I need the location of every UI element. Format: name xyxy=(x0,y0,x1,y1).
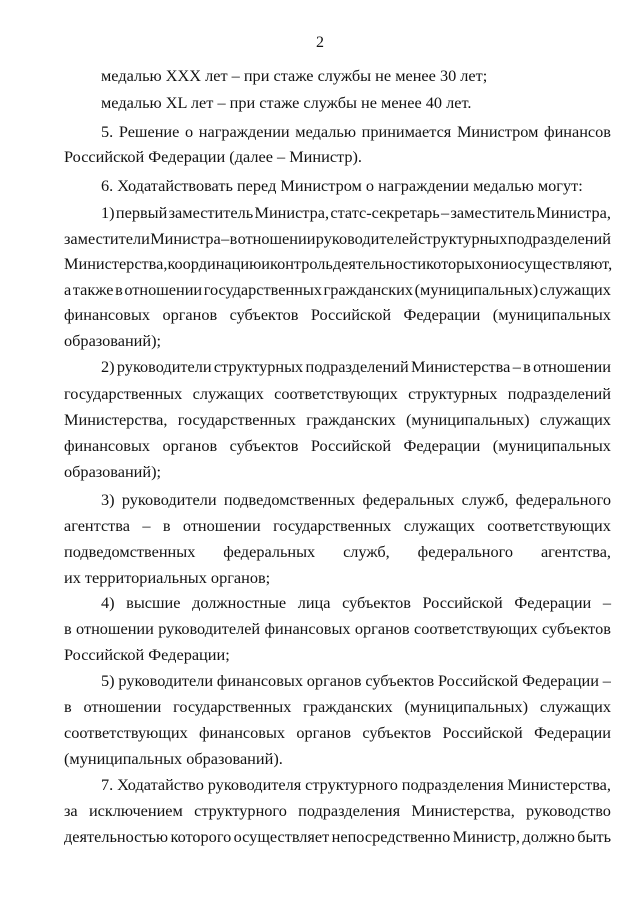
word: отношении xyxy=(76,619,154,638)
word: быть xyxy=(577,827,611,846)
word: в xyxy=(64,697,72,716)
word: служб, xyxy=(343,542,390,561)
word: за xyxy=(64,801,78,820)
word: субъектов xyxy=(362,723,432,742)
word: – xyxy=(602,593,611,612)
word: заместители xyxy=(64,229,150,248)
word: соответствующих xyxy=(274,384,398,403)
word: и xyxy=(261,254,270,273)
word: руководители xyxy=(121,490,217,509)
word: должно xyxy=(522,827,575,846)
word: органов xyxy=(162,436,218,455)
word: – xyxy=(441,203,450,222)
word: служащих xyxy=(192,384,264,403)
word: подразделения xyxy=(401,775,504,794)
word: заместитель xyxy=(168,203,254,222)
text-line: 6. Ходатайствовать перед Министром о награждении медалью могут: xyxy=(101,176,583,195)
word: соответствующих xyxy=(413,619,538,638)
word: Министерства, xyxy=(411,801,515,820)
word: структурных xyxy=(408,384,498,403)
text-line: их территориальных органов; xyxy=(64,568,271,587)
word: служащих xyxy=(539,697,611,716)
text-line xyxy=(64,410,611,430)
text-line xyxy=(101,357,611,377)
word: подразделений xyxy=(305,357,409,376)
word: которого xyxy=(170,827,232,846)
word: в xyxy=(115,280,123,299)
text-line xyxy=(101,122,611,142)
word: – xyxy=(221,229,230,248)
word: подразделений xyxy=(507,384,611,403)
text-line xyxy=(64,436,611,456)
word: соответствующих xyxy=(487,516,611,535)
word: финансовых xyxy=(264,619,351,638)
word: служащих xyxy=(539,410,611,429)
text-line: (муниципальных образований). xyxy=(64,749,283,768)
word: финансовых xyxy=(199,723,286,742)
word: финансовых xyxy=(64,436,151,455)
word: органов xyxy=(296,723,352,742)
text-line xyxy=(101,203,611,223)
text-line xyxy=(64,697,611,717)
word: осуществляют, xyxy=(508,254,613,273)
word: деятельности xyxy=(332,254,427,273)
word: служащих xyxy=(539,280,611,299)
word: (муниципальных) xyxy=(405,410,530,429)
word: 2) xyxy=(101,357,115,376)
text-line xyxy=(101,490,611,510)
word: отношении xyxy=(182,516,261,535)
word: 1) xyxy=(101,203,115,222)
word: органов xyxy=(354,619,410,638)
word: руководство xyxy=(526,801,611,820)
word: соответствующих xyxy=(64,723,188,742)
word: Федерации xyxy=(514,593,592,612)
word: финансовых xyxy=(64,305,151,324)
word: отношении xyxy=(83,697,162,716)
word: координацию xyxy=(167,254,262,273)
text-line: образований); xyxy=(64,331,162,350)
word: руководителя xyxy=(207,775,302,794)
word: государственных xyxy=(64,384,183,403)
word: о xyxy=(184,122,194,141)
word: высшие xyxy=(126,593,181,612)
word: – xyxy=(602,671,611,690)
word: Российской xyxy=(422,593,503,612)
word: а xyxy=(64,280,72,299)
word: непосредственно xyxy=(331,827,451,846)
word: федерального xyxy=(515,490,611,509)
word: заместитель xyxy=(450,203,536,222)
word: отношении xyxy=(124,280,203,299)
word: подведомственных xyxy=(64,542,196,561)
text-line: образований); xyxy=(64,462,162,481)
word: Министерства, xyxy=(507,775,611,794)
word: Российской xyxy=(442,723,523,742)
text-line xyxy=(64,305,611,325)
text-line xyxy=(64,280,611,300)
word: 7. xyxy=(101,775,114,794)
word: контроль xyxy=(269,254,333,273)
word: в xyxy=(162,516,171,535)
word: (муниципальных xyxy=(492,436,611,455)
text-line: медалью XL лет – при стаже службы не менее 40 лет. xyxy=(101,93,472,112)
word: государственных xyxy=(273,516,392,535)
word: Федерации xyxy=(522,671,599,690)
word: Федерации xyxy=(534,723,611,742)
word: Российской xyxy=(310,305,392,324)
word: структурного xyxy=(194,801,287,820)
word: служб, xyxy=(461,490,509,509)
word: (муниципальных) xyxy=(414,280,539,299)
word: Министра, xyxy=(254,203,330,222)
word: федеральных xyxy=(223,542,316,561)
word: принимается xyxy=(361,122,452,141)
word: 4) xyxy=(101,593,115,612)
word: государственных xyxy=(203,280,322,299)
word: Министра, xyxy=(536,203,611,222)
word: государственных xyxy=(173,697,292,716)
word: руководители xyxy=(118,671,214,690)
word: они xyxy=(483,254,509,273)
text-line xyxy=(64,254,611,274)
word: Федерации xyxy=(403,436,481,455)
word: первый xyxy=(115,203,168,222)
text-line xyxy=(64,723,611,743)
word: в xyxy=(64,619,72,638)
word: подразделений xyxy=(507,229,611,248)
word: Федерации xyxy=(403,305,481,324)
word: Министерства, xyxy=(64,254,168,273)
word: 5) xyxy=(101,671,115,690)
word: деятельностью xyxy=(64,827,169,846)
word: которых xyxy=(426,254,484,273)
word: – xyxy=(512,357,521,376)
text-line xyxy=(64,619,611,639)
word: финансов xyxy=(544,122,611,141)
word: структурных xyxy=(418,229,508,248)
word: гражданских xyxy=(306,410,396,429)
page-number: 2 xyxy=(316,34,324,51)
word: федеральных xyxy=(362,490,455,509)
word: органов xyxy=(162,305,218,324)
word: – xyxy=(142,516,151,535)
word: Министра xyxy=(150,229,221,248)
word: (муниципальных xyxy=(492,305,611,324)
word: гражданских xyxy=(323,280,414,299)
word: в xyxy=(523,357,531,376)
word: Решение xyxy=(118,122,180,141)
word: государственных xyxy=(177,410,296,429)
word: подразделения xyxy=(298,801,401,820)
word: структурных xyxy=(213,357,304,376)
word: федерального xyxy=(417,542,514,561)
word: Министр, xyxy=(452,827,521,846)
text-line xyxy=(64,229,611,249)
word: служащих xyxy=(403,516,475,535)
word: субъектов xyxy=(542,619,611,638)
word: субъектов xyxy=(229,436,299,455)
word: Министерства, xyxy=(64,410,168,429)
word: исключением xyxy=(88,801,183,820)
text-line xyxy=(64,827,611,847)
word: статс-секретарь xyxy=(330,203,440,222)
word: субъектов xyxy=(342,593,411,612)
word: агентства xyxy=(64,516,130,535)
text-line xyxy=(64,516,611,536)
word: руководителей xyxy=(158,619,261,638)
text-line: Российской Федерации (далее – Министр). xyxy=(64,147,362,166)
word: субъектов xyxy=(229,305,299,324)
text-line xyxy=(101,775,611,795)
word: лица xyxy=(297,593,331,612)
word: гражданских xyxy=(303,697,393,716)
text-line xyxy=(101,671,611,691)
word: в xyxy=(229,229,238,248)
word: подведомственных xyxy=(223,490,356,509)
word: руководители xyxy=(116,357,212,376)
word: отношении xyxy=(237,229,316,248)
word: субъектов xyxy=(365,671,435,690)
text-line xyxy=(64,542,611,562)
word: агентства, xyxy=(540,542,611,561)
word: (муниципальных) xyxy=(404,697,529,716)
word: Российской xyxy=(310,436,392,455)
text-line xyxy=(101,593,611,613)
word: 5. xyxy=(101,122,114,141)
word: руководителей xyxy=(315,229,418,248)
text-line xyxy=(64,801,611,821)
word: структурного xyxy=(305,775,398,794)
word: должностные xyxy=(192,593,287,612)
word: осуществляет xyxy=(233,827,330,846)
word: финансовых xyxy=(216,671,303,690)
word: отношении xyxy=(533,357,611,376)
word: Министром xyxy=(456,122,539,141)
word: органов xyxy=(306,671,362,690)
word: награждении xyxy=(198,122,290,141)
word: Ходатайство xyxy=(117,775,204,794)
word: Министерства xyxy=(411,357,511,376)
word: также xyxy=(72,280,114,299)
word: медалью xyxy=(295,122,356,141)
word: 3) xyxy=(101,490,115,509)
text-line xyxy=(64,384,611,404)
text-line: Российской Федерации; xyxy=(64,645,230,664)
word: Российской xyxy=(438,671,519,690)
text-line: медалью XXX лет – при стаже службы не менее 30 лет; xyxy=(101,66,488,85)
